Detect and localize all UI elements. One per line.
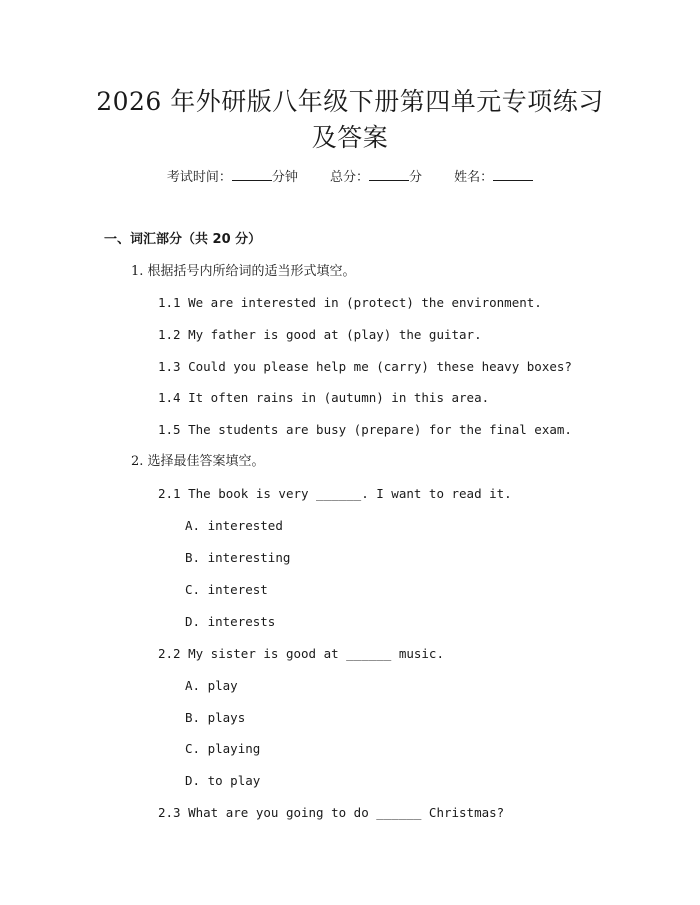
document-title — [60, 84, 640, 156]
sub-question-number: 2.2 — [158, 646, 181, 661]
answer-option — [185, 739, 260, 759]
sub-question — [158, 357, 572, 377]
exam-time-blank — [232, 168, 272, 181]
answer-option — [185, 516, 283, 536]
option-text: interests — [207, 614, 276, 629]
question-1-instruction: 根据括号内所给词的适当形式填空。 — [147, 264, 356, 279]
question-1 — [131, 262, 356, 282]
option-letter: B. — [185, 550, 201, 565]
title-line-1: 2026 年外研版八年级下册第四单元专项练习 — [96, 87, 604, 116]
sub-question-text: The students are busy (prepare) for the final exam. — [188, 422, 572, 437]
sub-question — [158, 293, 542, 313]
sub-question-number: 1.2 — [158, 327, 181, 342]
sub-question-text: Could you please help me (carry) these heavy boxes? — [188, 359, 572, 374]
section-heading: 一、词汇部分（共 20 分） — [104, 232, 262, 247]
option-letter: A. — [185, 678, 201, 693]
total-score-unit: 分 — [409, 170, 423, 185]
sub-question — [158, 803, 504, 823]
question-2-number: 2. — [131, 454, 144, 469]
answer-option — [185, 676, 238, 696]
sub-question-text: It often rains in (autumn) in this area. — [188, 390, 490, 405]
sub-question — [158, 420, 572, 440]
exam-time-field — [167, 168, 298, 188]
option-letter: C. — [185, 582, 201, 597]
option-text: to play — [207, 773, 261, 788]
option-text: plays — [207, 710, 246, 725]
option-text: interesting — [207, 550, 291, 565]
title-line-2: 及答案 — [311, 123, 389, 152]
total-score-label: 总分： — [329, 170, 369, 185]
sub-question-text: What are you going to do ______ Christmas? — [188, 805, 505, 820]
sub-question-text: My father is good at (play) the guitar. — [188, 327, 482, 342]
sub-question — [158, 388, 489, 408]
sub-question-number: 1.4 — [158, 390, 181, 405]
sub-question-number: 2.1 — [158, 486, 181, 501]
option-letter: D. — [185, 773, 201, 788]
name-field — [454, 168, 533, 188]
total-score-blank — [369, 168, 409, 181]
option-letter: C. — [185, 741, 201, 756]
question-2 — [131, 452, 265, 472]
exam-info — [0, 168, 700, 188]
sub-question — [158, 644, 444, 664]
answer-option — [185, 708, 245, 728]
answer-option — [185, 612, 275, 632]
answer-option — [185, 548, 290, 568]
exam-time-label: 考试时间： — [166, 170, 232, 185]
sub-question-number: 1.3 — [158, 359, 181, 374]
question-2-instruction: 选择最佳答案填空。 — [147, 454, 265, 469]
question-1-number: 1. — [131, 264, 144, 279]
answer-option — [185, 771, 260, 791]
sub-question-text: The book is very ______. I want to read it. — [188, 486, 512, 501]
option-text: interest — [207, 582, 268, 597]
option-text: interested — [207, 518, 283, 533]
sub-question — [158, 325, 482, 345]
total-score-field — [330, 168, 422, 188]
sub-question-number: 1.5 — [158, 422, 181, 437]
sub-question-number: 1.1 — [158, 295, 181, 310]
exam-time-unit: 分钟 — [271, 170, 298, 185]
option-letter: B. — [185, 710, 201, 725]
sub-question-number: 2.3 — [158, 805, 181, 820]
sub-question-text: We are interested in (protect) the environment. — [188, 295, 542, 310]
option-letter: D. — [185, 614, 201, 629]
name-label: 姓名： — [454, 170, 494, 185]
option-letter: A. — [185, 518, 201, 533]
name-blank — [493, 168, 533, 181]
sub-question-text: My sister is good at ______ music. — [188, 646, 444, 661]
sub-question — [158, 484, 512, 504]
option-text: play — [207, 678, 238, 693]
answer-option — [185, 580, 268, 600]
option-text: playing — [207, 741, 261, 756]
